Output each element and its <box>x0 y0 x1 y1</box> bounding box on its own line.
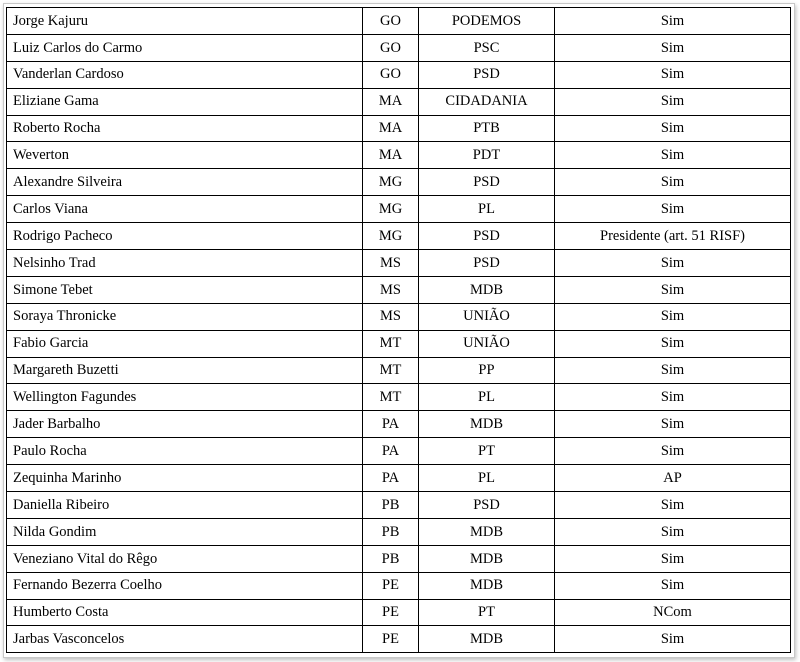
table-row <box>7 545 791 572</box>
table-row <box>7 8 791 35</box>
vote-value: Sim <box>555 518 791 545</box>
party-name: PSD <box>419 61 555 88</box>
senator-name: Fabio Garcia <box>7 330 363 357</box>
table-row <box>7 330 791 357</box>
state-code: MS <box>363 250 419 277</box>
senator-name: Alexandre Silveira <box>7 169 363 196</box>
senator-name: Paulo Rocha <box>7 438 363 465</box>
state-code: MS <box>363 303 419 330</box>
table-row <box>7 303 791 330</box>
senator-name: Jorge Kajuru <box>7 8 363 35</box>
party-name: MDB <box>419 626 555 653</box>
senator-name: Soraya Thronicke <box>7 303 363 330</box>
table-row <box>7 142 791 169</box>
vote-value: Sim <box>555 88 791 115</box>
vote-value: Sim <box>555 8 791 35</box>
party-name: PL <box>419 465 555 492</box>
state-code: MS <box>363 276 419 303</box>
table-row <box>7 626 791 653</box>
table-row <box>7 465 791 492</box>
state-code: MA <box>363 88 419 115</box>
senator-name: Jarbas Vasconcelos <box>7 626 363 653</box>
table-row <box>7 34 791 61</box>
state-code: MA <box>363 115 419 142</box>
state-code: PB <box>363 492 419 519</box>
senator-name: Nelsinho Trad <box>7 250 363 277</box>
senator-name: Luiz Carlos do Carmo <box>7 34 363 61</box>
table-row <box>7 88 791 115</box>
party-name: PSD <box>419 223 555 250</box>
party-name: PODEMOS <box>419 8 555 35</box>
party-name: PT <box>419 438 555 465</box>
vote-value: Sim <box>555 384 791 411</box>
vote-value: Sim <box>555 303 791 330</box>
vote-value: Sim <box>555 438 791 465</box>
state-code: PE <box>363 599 419 626</box>
senator-name: Jader Barbalho <box>7 411 363 438</box>
party-name: PTB <box>419 115 555 142</box>
party-name: CIDADANIA <box>419 88 555 115</box>
senator-name: Eliziane Gama <box>7 88 363 115</box>
vote-value: Sim <box>555 196 791 223</box>
party-name: PL <box>419 196 555 223</box>
state-code: MT <box>363 330 419 357</box>
table-row <box>7 61 791 88</box>
vote-value: Sim <box>555 61 791 88</box>
party-name: PSD <box>419 169 555 196</box>
vote-value: Sim <box>555 626 791 653</box>
state-code: MG <box>363 169 419 196</box>
senator-name: Weverton <box>7 142 363 169</box>
state-code: PA <box>363 438 419 465</box>
senator-name: Margareth Buzetti <box>7 357 363 384</box>
senator-name: Humberto Costa <box>7 599 363 626</box>
party-name: MDB <box>419 411 555 438</box>
table-row <box>7 572 791 599</box>
vote-value: Sim <box>555 276 791 303</box>
party-name: PSD <box>419 492 555 519</box>
vote-value: Sim <box>555 492 791 519</box>
vote-value: NCom <box>555 599 791 626</box>
table-row <box>7 223 791 250</box>
vote-value: Sim <box>555 545 791 572</box>
senator-name: Simone Tebet <box>7 276 363 303</box>
state-code: PA <box>363 411 419 438</box>
vote-value: AP <box>555 465 791 492</box>
vote-value: Sim <box>555 169 791 196</box>
vote-value: Sim <box>555 357 791 384</box>
party-name: UNIÃO <box>419 330 555 357</box>
state-code: GO <box>363 61 419 88</box>
state-code: GO <box>363 34 419 61</box>
table-row <box>7 196 791 223</box>
table-row <box>7 276 791 303</box>
table-row <box>7 492 791 519</box>
table-row <box>7 357 791 384</box>
vote-value: Sim <box>555 572 791 599</box>
state-code: MT <box>363 357 419 384</box>
party-name: PSD <box>419 250 555 277</box>
vote-value: Sim <box>555 330 791 357</box>
party-name: MDB <box>419 518 555 545</box>
party-name: PP <box>419 357 555 384</box>
state-code: PA <box>363 465 419 492</box>
table-row <box>7 384 791 411</box>
senator-name: Wellington Fagundes <box>7 384 363 411</box>
senator-name: Nilda Gondim <box>7 518 363 545</box>
party-name: MDB <box>419 572 555 599</box>
state-code: MA <box>363 142 419 169</box>
party-name: PT <box>419 599 555 626</box>
state-code: PB <box>363 545 419 572</box>
party-name: MDB <box>419 276 555 303</box>
state-code: PE <box>363 626 419 653</box>
senator-name: Carlos Viana <box>7 196 363 223</box>
party-name: PSC <box>419 34 555 61</box>
vote-value: Sim <box>555 34 791 61</box>
state-code: PE <box>363 572 419 599</box>
senator-name: Rodrigo Pacheco <box>7 223 363 250</box>
vote-value: Presidente (art. 51 RISF) <box>555 223 791 250</box>
senator-name: Daniella Ribeiro <box>7 492 363 519</box>
table-row <box>7 411 791 438</box>
vote-value: Sim <box>555 411 791 438</box>
votes-table-body <box>7 8 791 653</box>
vote-value: Sim <box>555 142 791 169</box>
state-code: MT <box>363 384 419 411</box>
party-name: UNIÃO <box>419 303 555 330</box>
table-row <box>7 169 791 196</box>
table-row <box>7 250 791 277</box>
table-row <box>7 518 791 545</box>
state-code: GO <box>363 8 419 35</box>
senator-name: Veneziano Vital do Rêgo <box>7 545 363 572</box>
votes-table <box>6 7 791 653</box>
senator-name: Roberto Rocha <box>7 115 363 142</box>
party-name: MDB <box>419 545 555 572</box>
table-row <box>7 599 791 626</box>
senator-name: Vanderlan Cardoso <box>7 61 363 88</box>
party-name: PL <box>419 384 555 411</box>
state-code: MG <box>363 196 419 223</box>
table-row <box>7 438 791 465</box>
senator-name: Zequinha Marinho <box>7 465 363 492</box>
party-name: PDT <box>419 142 555 169</box>
state-code: MG <box>363 223 419 250</box>
table-row <box>7 115 791 142</box>
state-code: PB <box>363 518 419 545</box>
vote-value: Sim <box>555 115 791 142</box>
senator-name: Fernando Bezerra Coelho <box>7 572 363 599</box>
vote-value: Sim <box>555 250 791 277</box>
